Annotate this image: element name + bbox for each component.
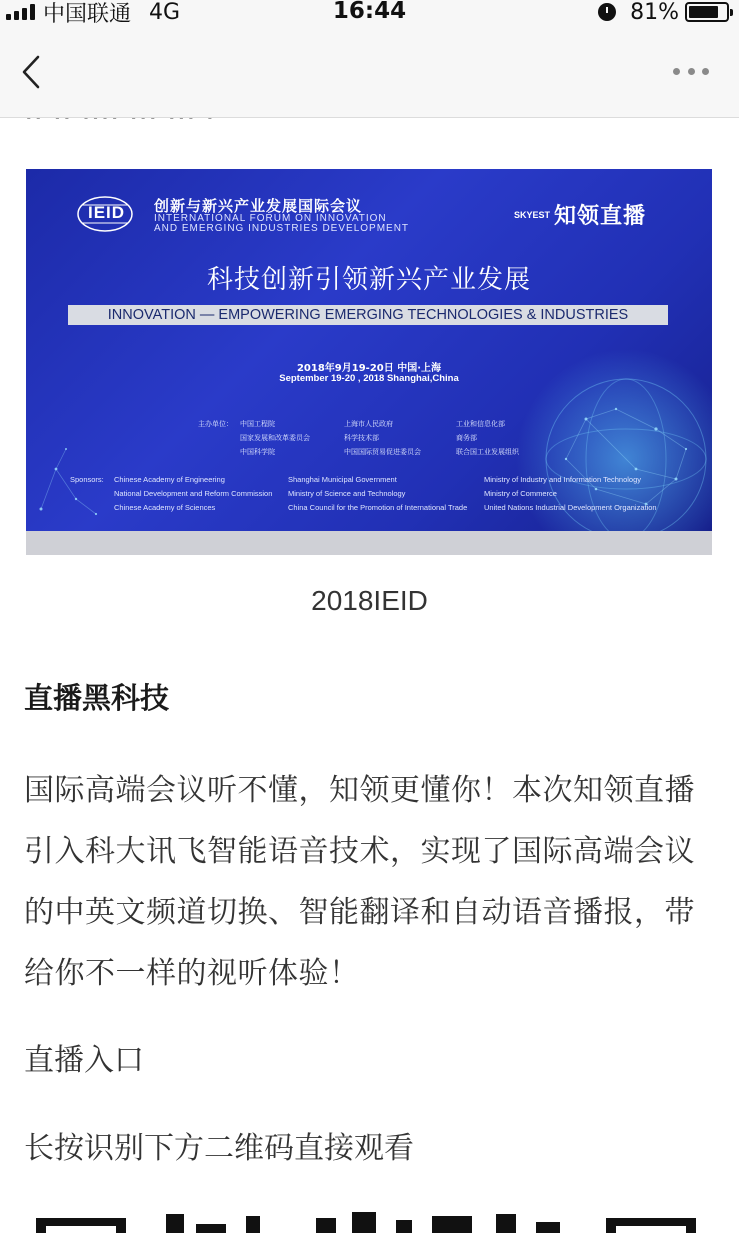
more-button[interactable] — [673, 64, 709, 78]
forum-name-en-2: AND EMERGING INDUSTRIES DEVELOPMENT — [154, 223, 410, 234]
banner-title: 科技创新引领新兴产业发展 — [206, 265, 531, 295]
carrier-name: 中国联通 — [43, 1, 132, 27]
clock: 16:44 — [332, 0, 407, 24]
alarm-icon — [598, 3, 616, 21]
sponsor-item: Chinese Academy of Sciences — [114, 503, 216, 512]
partner-mark: SKYEST — [514, 209, 551, 220]
sponsor-item: Chinese Academy of Engineering — [114, 475, 225, 484]
qr-hint-text: 长按识别下方二维码直接观看 — [24, 1131, 414, 1166]
host-item: 联合国工业发展组织 — [456, 448, 519, 456]
partner-logo-text: 知领直播 — [554, 204, 647, 229]
battery-icon — [685, 2, 729, 22]
host-item: 中国科学院 — [240, 448, 275, 456]
event-date-en: September 19-20 , 2018 Shanghai,China — [279, 373, 459, 384]
banner-subtitle: INNOVATION — EMPOWERING EMERGING TECHNOLOGIES & INDUSTRIES — [68, 305, 668, 325]
sponsor-item: Ministry of Commerce — [484, 489, 557, 498]
network-type: 4G — [149, 0, 181, 25]
status-bar — [0, 0, 739, 26]
qr-code-image[interactable] — [36, 1210, 696, 1233]
sponsor-item: Ministry of Science and Technology — [288, 489, 406, 498]
sponsor-item: Ministry of Industry and Information Technology — [484, 475, 642, 484]
host-item: 国家发展和改革委员会 — [240, 434, 310, 442]
host-item: 中国国际贸易促进委员会 — [344, 448, 421, 456]
section-title: 直播黑科技 — [24, 681, 170, 715]
forum-name-en-1: INTERNATIONAL FORUM ON INNOVATION — [154, 213, 387, 224]
article-content[interactable] — [0, 80, 739, 1233]
zhiling-live-logo — [514, 199, 646, 230]
battery-percent: 81% — [630, 0, 679, 25]
host-item: 中国工程院 — [240, 420, 275, 428]
more-dots-icon — [673, 68, 680, 75]
sponsor-item: United Nations Industrial Development Organization — [484, 503, 657, 512]
forum-name-cn: 创新与新兴产业发展国际会议 — [154, 197, 363, 215]
host-item: 工业和信息化部 — [456, 420, 505, 428]
host-item: 商务部 — [456, 434, 477, 442]
chevron-left-icon — [18, 54, 48, 90]
sponsor-item: National Development and Reform Commission — [114, 489, 273, 498]
hosts-label: 主办单位： — [198, 420, 233, 428]
back-button[interactable] — [18, 54, 48, 90]
sponsor-item: Shanghai Municipal Government — [288, 475, 397, 484]
image-caption: 2018IEID — [311, 585, 428, 616]
ieid-logo-text: IEID — [88, 203, 126, 222]
nav-bar — [0, 26, 739, 118]
sponsors-label: Sponsors: — [70, 475, 104, 484]
host-item: 科学技术部 — [344, 434, 379, 442]
event-date-cn: 2018年9月19-20日 中国·上海 — [296, 363, 442, 374]
banner-image[interactable] — [26, 169, 712, 555]
article-paragraph: 国际高端会议听不懂，知领更懂你！本次知领直播引入科大讯飞智能语音技术，实现了国际高端会议的中英文频道切换、智能翻译和自动语音播报，带给你不一样的视听体验！ — [24, 773, 695, 991]
host-item: 上海市人民政府 — [344, 420, 393, 428]
live-entry-text: 直播入口 — [24, 1043, 144, 1078]
sponsor-item: China Council for the Promotion of International Trade — [288, 503, 468, 512]
